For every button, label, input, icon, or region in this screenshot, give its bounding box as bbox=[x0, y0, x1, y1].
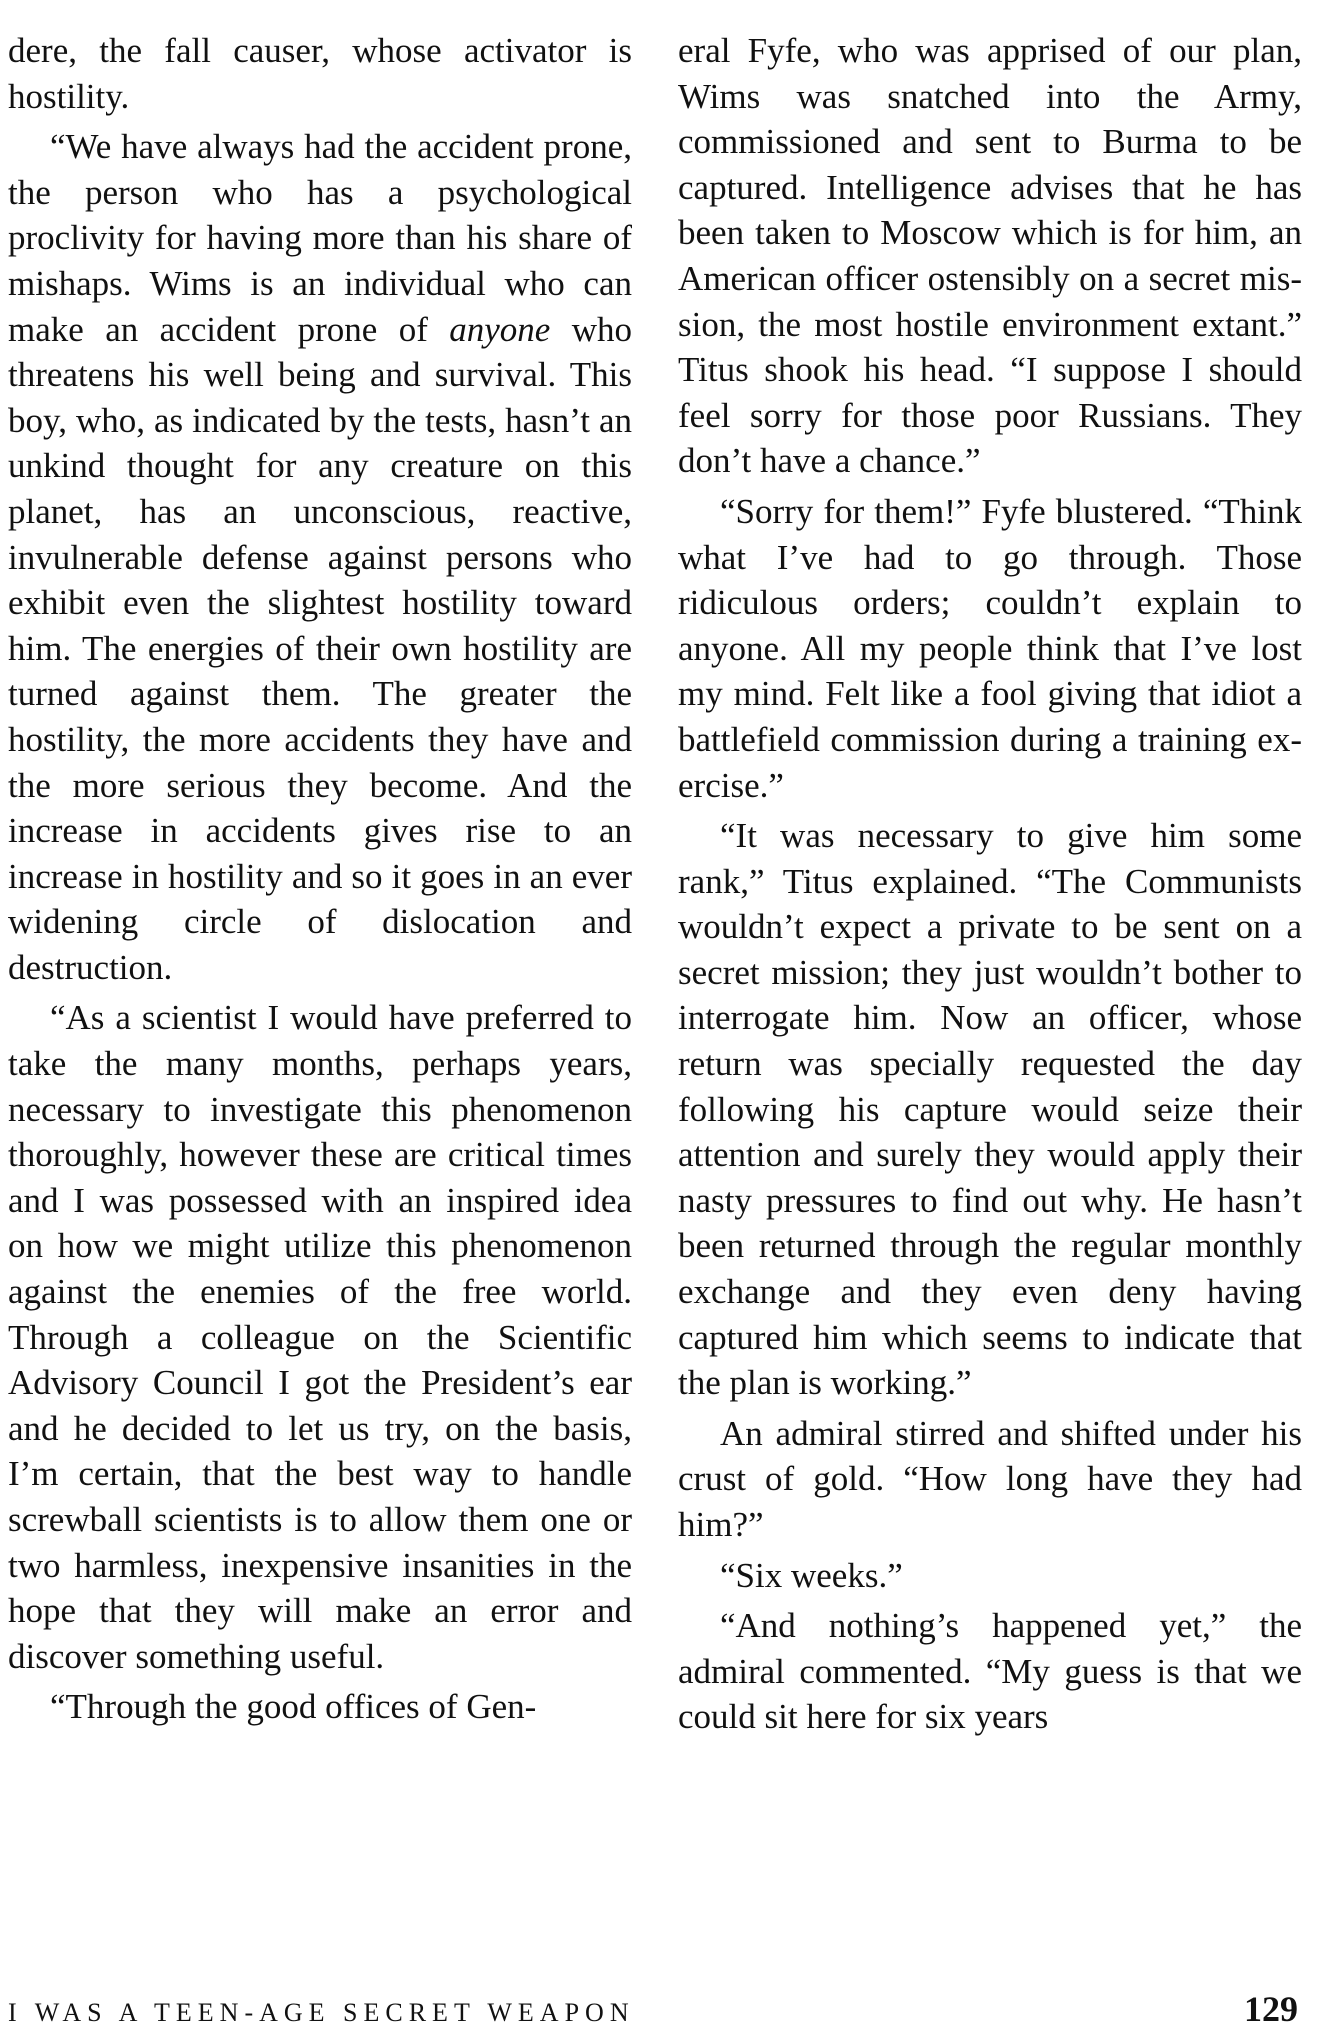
paragraph-admiral-stirred: An admiral stirred and shifted under his crust of gold. “How long have they had him?” bbox=[678, 1413, 1302, 1544]
paragraph-continued: dere, the fall causer, whose activator is hostility. bbox=[8, 31, 632, 116]
paragraph-good-offices: “Through the good offices of Gen- bbox=[50, 1687, 537, 1727]
left-text-column bbox=[8, 28, 632, 1963]
running-title: I WAS A TEEN-AGE SECRET WEAPON bbox=[8, 1998, 635, 2027]
emphasized-word: anyone bbox=[449, 309, 551, 349]
paragraph-scientist: “As a scientist I would have preferred to take the many months, perhaps years, necessary to investigate this phenomenon thoroughly, however these are critical times and I was possessed with an inspired idea on how we might utilize this phenomenon against the enemies of the free world. Through a colleague on the Scientific Advisory Council I got the President’s ear and he decided to let us try, on the basis, I’m certain, that the best way to handle screwball scientists is to allow them one or two harmless, inexpensive insanities in the hope that they will make an error and discover something useful. bbox=[8, 998, 632, 1676]
page-number: 129 bbox=[1244, 1989, 1298, 2029]
page-footer bbox=[8, 1988, 1298, 2032]
paragraph-six-weeks: “Six weeks.” bbox=[720, 1555, 903, 1595]
paragraph-nothing-happened: “And nothing’s happened yet,” the admiral commented. “My guess is that we could sit here for six years bbox=[678, 1606, 1302, 1737]
paragraph-sorry-for-them: “Sorry for them!” Fyfe blustered. “Think what I’ve had to go through. Those ridiculous orders; couldn’t explain to anyone. All my people think that I’ve lost my mind. Felt like a fool giving that idiot a battlefield commission during a training exercise.” bbox=[678, 491, 1302, 805]
paragraph-necessary-rank: “It was necessary to give him some rank,” Titus explained. “The Communists wouldn’t expect a private to be sent on a secret mission; they just wouldn’t bother to interrogate him. Now an officer, whose return was specially requested the day following his capture would seize their attention and surely they would apply their nasty pressures to find out why. He hasn’t been returned through the regular monthly exchange and they even deny having captured him which seems to indicate that the plan is working.” bbox=[678, 816, 1302, 1403]
paragraph-accident-prone: “We have always had the accident prone, the person who has a psychological proclivity for having more than his share of mishaps. Wims is an individual who can make an accident prone of anyone who threatens his well being and survival. This boy, who, as indicated by the tests, hasn’t an unkind thought for any creature on this planet, has an unconscious, reactive, invulnerable defense against persons who exhibit even the slightest hostility toward him. The energies of their own hostility are turned against them. The greater the hostility, the more accidents they have and the more serious they become. And the increase in accidents gives rise to an increase in hostility and so it goes in an ever widening circle of dislocation and destruction. bbox=[8, 127, 632, 987]
right-text-column bbox=[678, 28, 1302, 1963]
paragraph-continued-fyfe: eral Fyfe, who was apprised of our plan, Wims was snatched into the Army, commissioned and sent to Burma to be captured. Intelligence advises that he has been taken to Moscow which is for him, an American officer ostensibly on a secret mission, the most hostile environment extant.” Titus shook his head. “I suppose I should feel sorry for those poor Russians. They don’t have a chance.” bbox=[678, 31, 1302, 481]
